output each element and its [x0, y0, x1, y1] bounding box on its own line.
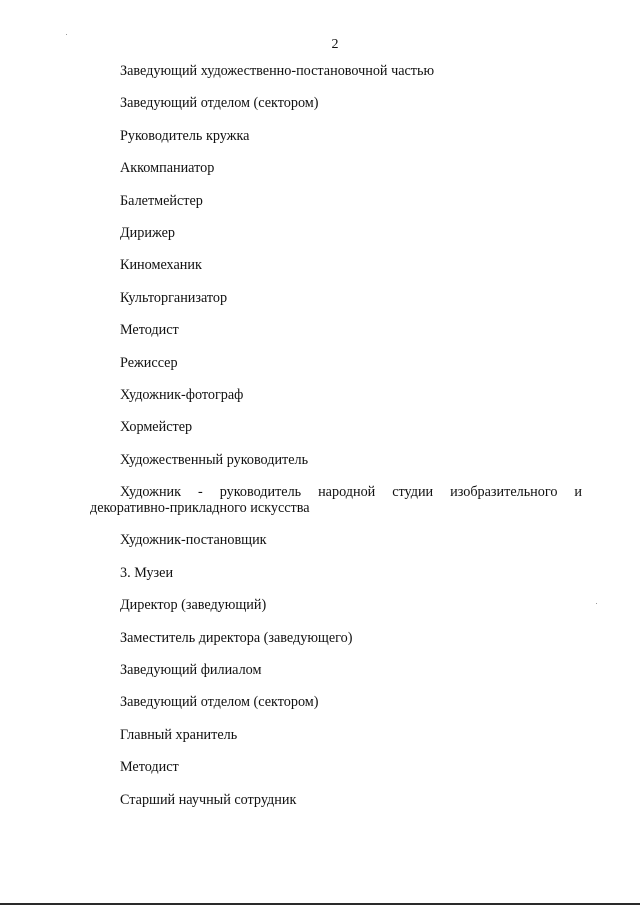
list-item: Киномеханик — [120, 257, 202, 274]
list-item: Хормейстер — [120, 419, 193, 436]
list-item: Заведующий отделом (сектором) — [120, 95, 319, 112]
list-item: Директор (заведующий) — [120, 597, 267, 614]
list-item: Руководитель кружка — [120, 127, 250, 144]
list-item: Заместитель директора (заведующего) — [120, 629, 353, 646]
list-item: Художник-постановщик — [120, 532, 267, 549]
list-item: Методист — [120, 759, 179, 776]
paragraph-line-1: Художник - руководитель народной студии изобразительного и — [120, 484, 582, 501]
list-item: Заведующий филиалом — [120, 662, 262, 679]
list-item: Культорганизатор — [120, 289, 228, 306]
scan-speck — [596, 603, 597, 604]
list-item: Заведующий отделом (сектором) — [120, 694, 319, 711]
list-item: Дирижер — [120, 224, 175, 241]
list-item: Аккомпаниатор — [120, 160, 215, 177]
section-heading: 3. Музеи — [120, 564, 174, 581]
list-item: Художественный руководитель — [120, 451, 309, 468]
list-item: Старший научный сотрудник — [120, 791, 297, 808]
list-item: Главный хранитель — [120, 726, 238, 743]
list-item: Заведующий художественно-постановочной частью — [120, 63, 435, 79]
position-list — [90, 63, 582, 824]
page-number: 2 — [331, 37, 339, 52]
list-item: Режиссер — [120, 354, 178, 371]
paragraph-line-2: декоративно-прикладного искусства — [90, 500, 310, 517]
list-item-multiline — [90, 484, 582, 516]
list-item: Балетмейстер — [120, 192, 203, 209]
scan-speck — [66, 34, 67, 35]
list-item: Художник-фотограф — [120, 386, 244, 403]
list-item: Методист — [120, 322, 179, 339]
